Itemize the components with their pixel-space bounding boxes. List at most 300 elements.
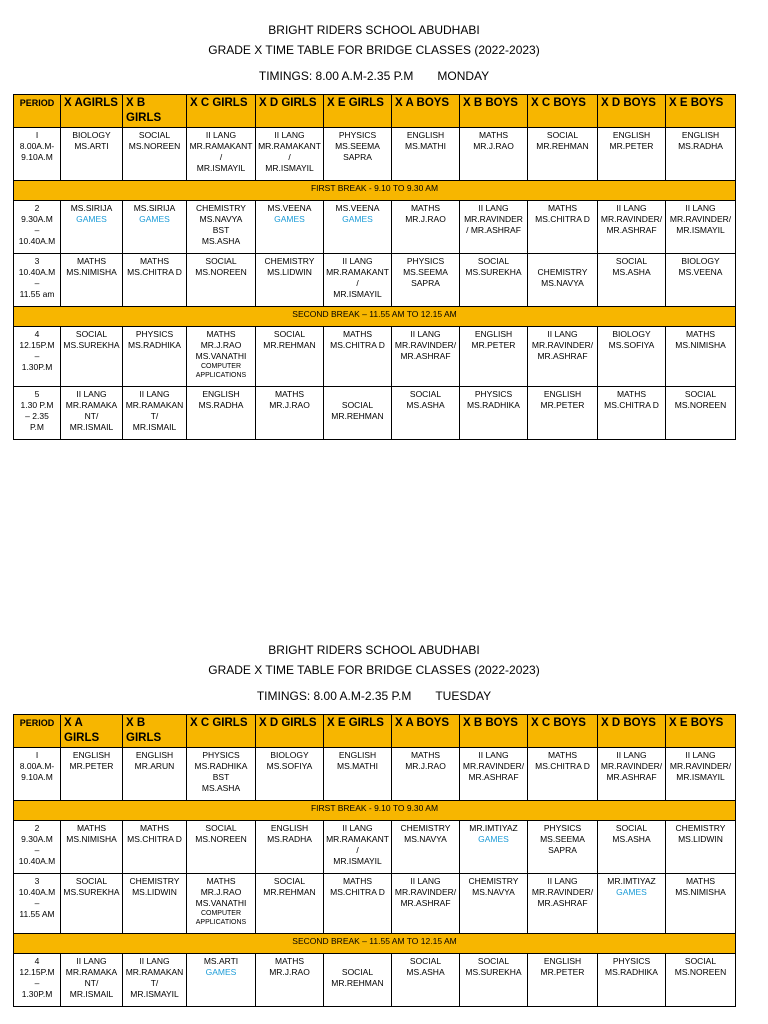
period-row [14, 954, 736, 1007]
class-column-header: X B GIRLS [123, 95, 187, 128]
teacher-text: MR.PETER [540, 400, 585, 410]
schedule-cell [666, 954, 736, 1007]
period-time-text: 4 [34, 956, 40, 966]
teacher-text: MS.LIDWIN [132, 887, 177, 897]
period-row [14, 387, 736, 440]
teacher-text: MS.CHITRA D [535, 214, 590, 224]
teacher-text: MS.SUREKHA [63, 340, 120, 350]
subject-text: II LANG [410, 329, 441, 339]
teacher-text: MS.SEEMA SAPRA [540, 834, 585, 855]
period-row [14, 201, 736, 254]
subject-text: BIOLOGY [681, 256, 720, 266]
teacher-text: MR.ISMAIL [69, 989, 114, 999]
schedule-cell [123, 874, 187, 934]
schedule-cell [528, 748, 598, 801]
period-time-text: 11.55 am [19, 289, 55, 299]
subject-text [530, 256, 595, 267]
subject-text: SOCIAL [684, 389, 717, 399]
schedule-cell [187, 201, 256, 254]
subject-text: II LANG [205, 130, 237, 140]
subject-text: II LANG [685, 203, 716, 213]
schedule-cell [256, 201, 324, 254]
schedule-cell [61, 387, 123, 440]
schedule-cell [528, 874, 598, 934]
subject-text: PHYSICS [135, 329, 174, 339]
schedule-cell [256, 821, 324, 874]
subject-text: SOCIAL [546, 130, 579, 140]
schedule-cell [123, 128, 187, 181]
schedule-cell [256, 254, 324, 307]
teacher-text: MS.RADHA [267, 834, 312, 844]
subject-text: MR.IMTIYAZ [607, 876, 656, 886]
schedule-cell [392, 128, 460, 181]
schedule-cell [324, 254, 392, 307]
subject-text: ENGLISH [338, 750, 377, 760]
subject-text: MS.SIRIJA [70, 203, 113, 213]
teacher-text: MS.NAVYA [404, 834, 447, 844]
subject-text: MATHS [410, 750, 441, 760]
subject-text: ENGLISH [543, 956, 582, 966]
teacher-text: COMPUTER APPLICATIONS [195, 363, 247, 379]
subject-text: CHEMISTRY [196, 203, 246, 213]
class-column-header: X D GIRLS [256, 715, 324, 748]
teacher-text: MS.SEEMA SAPRA [403, 267, 448, 288]
schedule-cell [528, 254, 598, 307]
schedule-cell [392, 748, 460, 801]
teacher-text: MS.SUREKHA [63, 887, 120, 897]
subject-text: II LANG [274, 130, 305, 140]
teacher-text: MR.REHMAN [263, 340, 316, 350]
schedule-cell [123, 387, 187, 440]
schedule-cell [598, 254, 666, 307]
teacher-text: MS.VANATHI [195, 351, 247, 361]
period-time-text: 1.30 P.M [20, 400, 54, 410]
timetable-subtitle: GRADE X TIME TABLE FOR BRIDGE CLASSES (2022-2023) [208, 663, 540, 677]
schedule-cell [123, 254, 187, 307]
period-time-text: – [34, 845, 40, 855]
schedule-cell [324, 201, 392, 254]
subject-text: ENGLISH [202, 389, 240, 399]
subject-text: CHEMISTRY [468, 876, 519, 886]
teacher-text: MS.VEENA [678, 267, 723, 277]
period-time-text: 3 [34, 876, 40, 886]
period-time-text: 10.40A.M – [18, 887, 56, 908]
teacher-text: MR.J.RAO [473, 141, 514, 151]
teacher-text: MS.LIDWIN [678, 834, 723, 844]
schedule-cell [460, 128, 528, 181]
teacher-text: MS.NOREEN [128, 141, 181, 151]
schedule-cell [528, 821, 598, 874]
schedule-cell [392, 254, 460, 307]
subject-text: II LANG [547, 329, 578, 339]
teacher-text: MR.RAMAKANT/ [326, 834, 389, 855]
timings-line [13, 686, 735, 706]
class-column-header: X AGIRLS [61, 95, 123, 128]
schedule-cell [598, 327, 666, 387]
period-row [14, 128, 736, 181]
schedule-cell [392, 387, 460, 440]
subject-text: CHEMISTRY [675, 823, 726, 833]
class-column-header: X D GIRLS [256, 95, 324, 128]
period-time-text: P.M [29, 422, 45, 432]
schedule-cell [61, 254, 123, 307]
subject-text: SOCIAL [409, 956, 442, 966]
subject-text: MR.IMTIYAZ [469, 823, 518, 833]
subject-text: ENGLISH [72, 750, 111, 760]
teacher-text: MS.ASHA [612, 834, 651, 844]
teacher-text: MR.ISMAYIL [265, 163, 314, 173]
subject-text: MATHS [478, 130, 509, 140]
teacher-text: GAMES [616, 887, 647, 897]
teacher-text: BST [212, 225, 230, 235]
period-time-text: 11.55 AM [19, 909, 55, 919]
period-time-text: 1.30P.M [21, 989, 53, 999]
schedule-cell [256, 874, 324, 934]
schedule-cell [460, 821, 528, 874]
teacher-text: MR.REHMAN [536, 141, 589, 151]
subject-text: MATHS [685, 876, 716, 886]
class-column-header: X D BOYS [598, 95, 666, 128]
timetable-subtitle: GRADE X TIME TABLE FOR BRIDGE CLASSES (2022-2023) [208, 43, 540, 57]
subject-text: II LANG [342, 823, 373, 833]
teacher-text: MR.PETER [609, 141, 654, 151]
school-name: BRIGHT RIDERS SCHOOL ABUDHABI [268, 23, 480, 37]
period-cell [14, 327, 61, 387]
schedule-cell [460, 387, 528, 440]
schedule-cell [460, 874, 528, 934]
period-time-text: 4 [34, 329, 40, 339]
class-column-header: X B BOYS [460, 715, 528, 748]
teacher-text: MR.ISMAIL [132, 422, 177, 432]
teacher-text: MS.ASHA [201, 783, 241, 793]
break-row [14, 181, 736, 201]
subject-text [326, 956, 389, 967]
schedule-cell [666, 387, 736, 440]
period-time-text: 12.15P.M – [19, 340, 55, 361]
subject-text: SOCIAL [75, 329, 108, 339]
subject-text: SOCIAL [409, 389, 442, 399]
subject-text: ENGLISH [135, 750, 174, 760]
class-column-header: X A GIRLS [61, 715, 123, 748]
schedule-cell [598, 954, 666, 1007]
schedule-cell [324, 327, 392, 387]
teacher-text: MS.RADHIKA [128, 340, 181, 350]
teacher-text: MS.ASHA [612, 267, 651, 277]
period-row [14, 748, 736, 801]
schedule-cell [666, 748, 736, 801]
schedule-cell [61, 748, 123, 801]
schedule-cell [256, 748, 324, 801]
subject-text: CHEMISTRY [264, 256, 315, 266]
schedule-cell [598, 874, 666, 934]
subject-text: MS.VEENA [267, 203, 312, 213]
day-name: MONDAY [437, 69, 490, 83]
break-row [14, 801, 736, 821]
class-column-header: X E GIRLS [324, 715, 392, 748]
schedule-cell [187, 954, 256, 1007]
subject-text: BIOLOGY [72, 130, 111, 140]
subject-text: II LANG [342, 256, 373, 266]
teacher-text: MS.MATHI [405, 141, 446, 151]
period-cell [14, 387, 61, 440]
break-row [14, 934, 736, 954]
teacher-text: MR.ASHRAF [606, 225, 657, 235]
schedule-cell [528, 201, 598, 254]
teacher-text: MR.REHMAN [263, 887, 316, 897]
subject-text: II LANG [478, 203, 509, 213]
schedule-cell [666, 874, 736, 934]
schedule-cell [460, 748, 528, 801]
subject-text: MATHS [342, 876, 373, 886]
schedule-cell [123, 327, 187, 387]
teacher-text: MR.RAMAKANT/ [65, 967, 118, 988]
teacher-text: MR.RAMAKANT/ [125, 400, 184, 421]
header-monday [13, 20, 735, 86]
period-time-text: 10.40A.M – [18, 267, 56, 288]
period-row [14, 874, 736, 934]
period-row [14, 327, 736, 387]
teacher-text: MR.ASHRAF [400, 898, 451, 908]
schedule-cell [61, 954, 123, 1007]
subject-text: II LANG [410, 876, 441, 886]
period-column-header: PERIOD [14, 95, 61, 128]
schedule-cell [256, 387, 324, 440]
teacher-text: MR.ASHRAF [537, 351, 588, 361]
schedule-cell [598, 128, 666, 181]
teacher-text: MS.CHITRA D [604, 400, 659, 410]
subject-text: PHYSICS [543, 823, 582, 833]
subject-text: MATHS [139, 823, 170, 833]
schedule-cell [324, 874, 392, 934]
period-time-text: 9.30A.M [21, 214, 53, 224]
period-cell [14, 874, 61, 934]
teacher-text: MR.RAVINDER/ [394, 887, 457, 897]
teacher-text: MR.RAVINDER/ [600, 761, 663, 771]
schedule-cell [61, 874, 123, 934]
subject-text: MATHS [206, 876, 236, 886]
teacher-text: MS.CHITRA D [330, 887, 385, 897]
teacher-text: MS.NOREEN [674, 400, 727, 410]
teacher-text: MR.ISMAYIL [196, 163, 246, 173]
teacher-text: MS.RADHIKA [194, 761, 248, 771]
schedule-cell [666, 821, 736, 874]
subject-text: II LANG [76, 956, 107, 966]
period-cell [14, 128, 61, 181]
teacher-text: MR.PETER [540, 967, 585, 977]
subject-text: MATHS [547, 203, 578, 213]
subject-text: SOCIAL [273, 329, 306, 339]
schedule-cell [187, 327, 256, 387]
schedule-cell [460, 327, 528, 387]
subject-text: MATHS [76, 256, 107, 266]
subject-text: ENGLISH [270, 823, 309, 833]
schedule-cell [666, 327, 736, 387]
break-row [14, 307, 736, 327]
teacher-text: MR.ISMAYIL [333, 856, 382, 866]
schedule-cell [123, 748, 187, 801]
period-time-text: 5 [34, 389, 40, 399]
subject-text: SOCIAL [615, 256, 648, 266]
period-time-text: 10.40A.M [18, 856, 56, 866]
subject-text: MS.VEENA [335, 203, 380, 213]
teacher-text: MS.NIMISHA [675, 887, 726, 897]
teacher-text: MR.RAMAKANT/ [326, 267, 389, 288]
teacher-text: GAMES [342, 214, 373, 224]
period-time-text: – 2.35 [25, 411, 49, 421]
subject-text: MATHS [274, 956, 305, 966]
schedule-cell [324, 128, 392, 181]
teacher-text: MR.RAVINDER/ [531, 887, 594, 897]
subject-text: BIOLOGY [612, 329, 651, 339]
teacher-text: MS.NOREEN [195, 834, 247, 844]
class-column-header: X C BOYS [528, 715, 598, 748]
subject-text: MATHS [274, 389, 305, 399]
teacher-text: MS.NIMISHA [66, 267, 117, 277]
teacher-text: MS.ASHA [406, 400, 445, 410]
subject-text: PHYSICS [612, 956, 651, 966]
break-label: SECOND BREAK – 11.55 AM TO 12.15 AM [14, 307, 736, 327]
subject-text: MATHS [410, 203, 441, 213]
teacher-text: MR.RAMAKANT/ [65, 400, 118, 421]
teacher-text: MS.ASHA [406, 967, 445, 977]
teacher-text: MS.CHITRA D [535, 761, 590, 771]
teacher-text: MR.ISMAYIL [676, 225, 725, 235]
teacher-text: MS.NIMISHA [66, 834, 117, 844]
subject-text: ENGLISH [543, 389, 582, 399]
schedule-cell [123, 821, 187, 874]
subject-text: MATHS [547, 750, 578, 760]
period-time-text: 2 [34, 823, 40, 833]
teacher-text: MS.SUREKHA [465, 267, 522, 277]
subject-text: MATHS [76, 823, 107, 833]
teacher-text: MS.VANATHI [195, 898, 247, 908]
schedule-cell [324, 387, 392, 440]
teacher-text: MS.MATHI [337, 761, 378, 771]
teacher-text: GAMES [139, 214, 170, 224]
teacher-text: MR.RAMAKANT/ [189, 141, 253, 162]
header-tuesday [13, 640, 735, 706]
teacher-text: MS.ASHA [201, 236, 241, 246]
schedule-cell [61, 201, 123, 254]
subject-text: MATHS [206, 329, 236, 339]
teacher-text: MS.NIMISHA [675, 340, 726, 350]
subject-text: ENGLISH [681, 130, 720, 140]
header-row [14, 715, 736, 748]
period-cell [14, 254, 61, 307]
period-time-text: 8.00A.M-9.10A.M [19, 141, 55, 162]
timetable-monday [13, 20, 735, 440]
schedule-cell [187, 128, 256, 181]
teacher-text: GAMES [478, 834, 509, 844]
schedule-cell [256, 128, 324, 181]
schedule-cell [598, 387, 666, 440]
schedule-cell [666, 201, 736, 254]
subject-text: CHEMISTRY [129, 876, 180, 886]
teacher-text: MS.NAVYA [541, 278, 584, 288]
header-row [14, 95, 736, 128]
teacher-text: MS.RADHIKA [605, 967, 658, 977]
schedule-cell [392, 201, 460, 254]
subject-text: SOCIAL [75, 876, 108, 886]
teacher-text: GAMES [205, 967, 237, 977]
day-name: TUESDAY [435, 689, 492, 703]
subject-text: BIOLOGY [270, 750, 309, 760]
class-column-header: X C BOYS [528, 95, 598, 128]
teacher-text: MR.PETER [69, 761, 114, 771]
subject-text: MATHS [685, 329, 716, 339]
subject-text: ENGLISH [474, 329, 513, 339]
subject-text: II LANG [616, 750, 647, 760]
teacher-text: CHEMISTRY [537, 267, 588, 277]
teacher-text: MR.ISMAYIL [676, 772, 725, 782]
teacher-text: MR.RAVINDER/ [462, 761, 525, 771]
teacher-text: MS.SEEMA SAPRA [335, 141, 380, 162]
schedule-cell [324, 821, 392, 874]
schedule-cell [187, 748, 256, 801]
schedule-cell [392, 821, 460, 874]
teacher-text: MS.SOFIYA [608, 340, 655, 350]
schedule-cell [528, 954, 598, 1007]
school-name: BRIGHT RIDERS SCHOOL ABUDHABI [268, 643, 480, 657]
timings-line [13, 66, 735, 86]
subject-text: II LANG [478, 750, 509, 760]
teacher-text: SOCIAL [341, 400, 374, 410]
teacher-text: MS.SOFIYA [266, 761, 313, 771]
period-column-header: PERIOD [14, 715, 61, 748]
teacher-text: MR.RAVINDER/ [394, 340, 457, 350]
subject-text: II LANG [616, 203, 647, 213]
schedule-cell [256, 954, 324, 1007]
schedule-cell [598, 201, 666, 254]
class-column-header: X A BOYS [392, 95, 460, 128]
teacher-text: MR.ARUN [134, 761, 175, 771]
subject-text: SOCIAL [138, 130, 171, 140]
timetable-tuesday [13, 640, 735, 1007]
subject-text: II LANG [685, 750, 716, 760]
timetable-grid [13, 94, 736, 440]
period-time-text: 12.15P.M – [19, 967, 55, 988]
teacher-text: MR.REHMAN [331, 411, 384, 421]
schedule-cell [187, 821, 256, 874]
teacher-text: MR.J.RAO [200, 887, 242, 897]
teacher-text: MS.CHITRA D [127, 834, 182, 844]
period-cell [14, 201, 61, 254]
schedule-cell [187, 874, 256, 934]
period-time-text: – [34, 225, 40, 235]
subject-text: II LANG [139, 389, 170, 399]
schedule-cell [324, 748, 392, 801]
subject-text: SOCIAL [477, 256, 510, 266]
teacher-text: MR.RAMAKANT/ [258, 141, 321, 162]
class-column-header: X E GIRLS [324, 95, 392, 128]
subject-text: PHYSICS [474, 389, 513, 399]
subject-text: II LANG [139, 956, 170, 966]
teacher-text: MS.NAVYA [472, 887, 515, 897]
teacher-text: MR.ASHRAF [468, 772, 519, 782]
teacher-text: MR.RAVINDER/ [669, 761, 732, 771]
teacher-text: COMPUTER APPLICATIONS [195, 910, 247, 926]
subject-text: PHYSICS [406, 256, 445, 266]
teacher-text: MR.ASHRAF [606, 772, 657, 782]
teacher-text: MS.NOREEN [674, 967, 727, 977]
subject-text: II LANG [547, 876, 578, 886]
schedule-cell [392, 327, 460, 387]
schedule-cell [598, 748, 666, 801]
schedule-cell [666, 254, 736, 307]
schedule-cell [598, 821, 666, 874]
teacher-text: MR.RAVINDER [464, 214, 523, 224]
teacher-text: MR.RAMAKANT/ [125, 967, 184, 988]
